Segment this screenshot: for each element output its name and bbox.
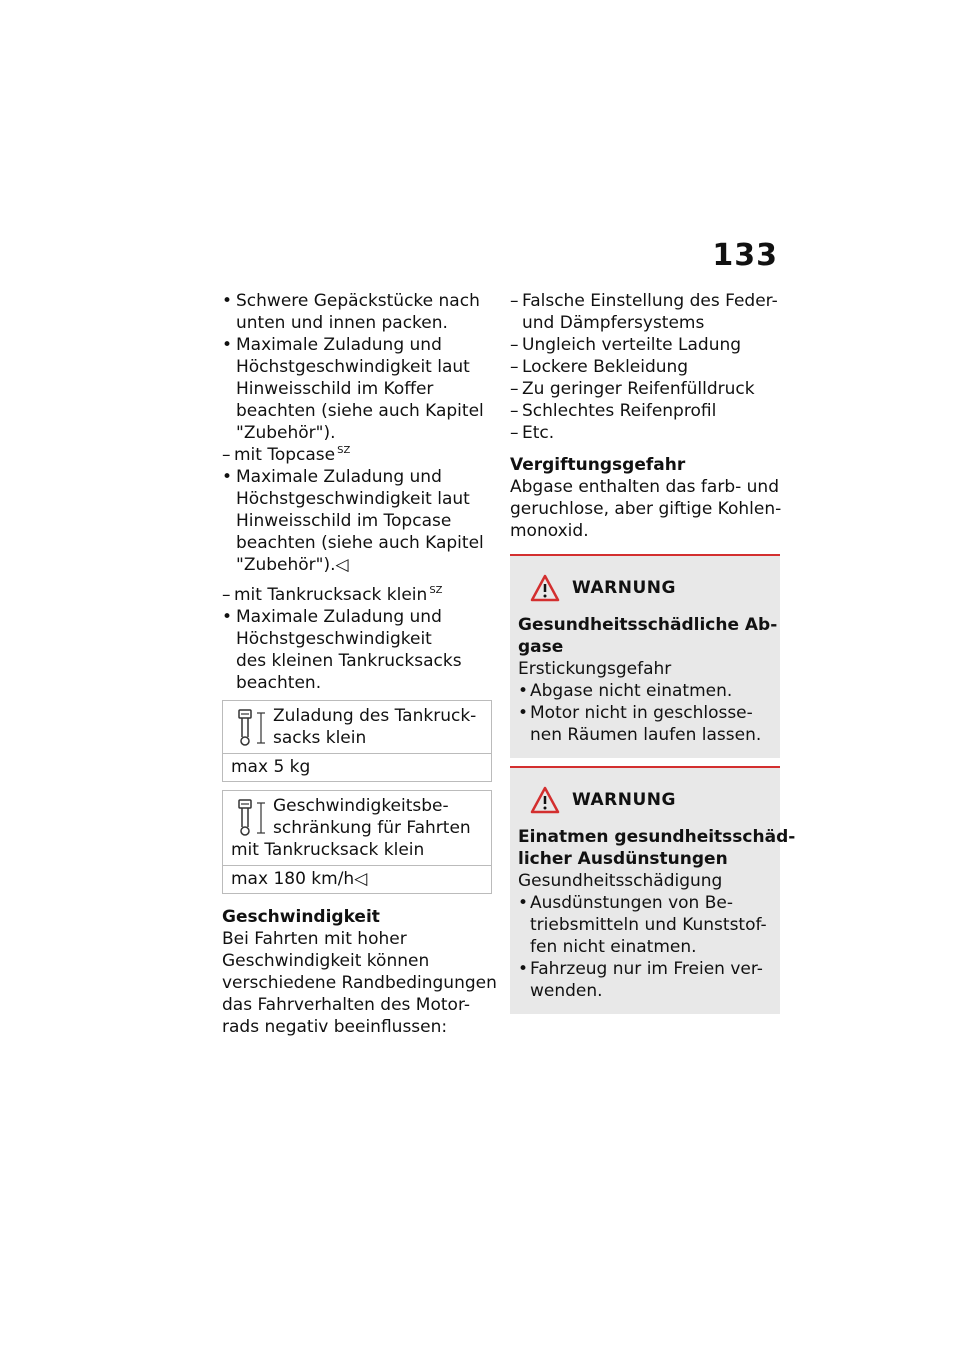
text-line: Abgase enthalten das farb- und (510, 477, 779, 497)
dash-marker: – (222, 585, 231, 605)
text-line: unten und innen packen. (236, 313, 448, 333)
text-line: beachten (siehe auch Kapitel (236, 401, 484, 421)
text-line: beachten. (236, 673, 322, 693)
spec-table-load (222, 700, 492, 782)
warning-subtitle: Gesundheitsschädigung (518, 871, 723, 891)
text-line: geruchlose, aber giftige Kohlen- (510, 499, 782, 519)
warning-subtitle: Erstickungsgefahr (518, 659, 672, 679)
warning-title: Gesundheitsschädliche Ab- (518, 615, 778, 635)
spec-table-speed (222, 790, 492, 894)
option-superscript: SZ (337, 445, 351, 457)
spec-value: max 180 km/h◁ (222, 865, 492, 894)
text-line: des kleinen Tankrucksacks (236, 651, 462, 671)
dash-marker: – (222, 445, 231, 465)
dash-item (510, 356, 780, 378)
bullet-marker: • (518, 893, 529, 913)
text-line: nen Räumen laufen lassen. (530, 725, 762, 745)
dash-marker: – (510, 401, 519, 421)
list-item (518, 958, 770, 1002)
warning-box (510, 554, 780, 758)
text-line: verschiedene Randbedingungen (222, 973, 497, 993)
text-line: Abgase nicht einatmen. (530, 681, 733, 701)
text-line: Ungleich verteilte Ladung (522, 335, 742, 355)
weight-icon (235, 709, 267, 749)
text-line: das Fahrverhalten des Motor- (222, 995, 470, 1015)
warning-label: WARNUNG (572, 578, 676, 598)
text-line: Maximale Zuladung und (236, 335, 442, 355)
text-line: und Dämpfersystems (522, 313, 705, 333)
section-heading: Geschwindigkeit (222, 907, 380, 927)
section-heading: Vergiftungsgefahr (510, 455, 686, 475)
dash-item (510, 378, 780, 400)
text-line: Etc. (522, 423, 555, 443)
text-line: mit Tankrucksack klein (234, 585, 428, 605)
list-item (518, 892, 770, 958)
text-line: Lockere Bekleidung (522, 357, 689, 377)
dash-marker: – (510, 357, 519, 377)
dash-marker: – (510, 291, 519, 311)
text-line: Bei Fahrten mit hoher (222, 929, 407, 949)
text-line: Höchstgeschwindigkeit laut (236, 489, 470, 509)
text-line: Fahrzeug nur im Freien ver- (530, 959, 763, 979)
text-line: beachten (siehe auch Kapitel (236, 533, 484, 553)
warning-box (510, 766, 796, 1014)
spec-label: schränkung für Fahrten (273, 818, 471, 838)
list-item (518, 702, 770, 746)
list-item (222, 606, 492, 694)
dash-item (222, 444, 492, 466)
bullet-marker: • (518, 681, 529, 701)
bullet-marker: • (222, 607, 233, 627)
text-line: "Zubehör"). (236, 423, 336, 443)
dash-item (510, 290, 780, 334)
list-item (222, 466, 492, 576)
dash-marker: – (510, 335, 519, 355)
spec-label: mit Tankrucksack klein (231, 840, 425, 860)
option-superscript: SZ (429, 585, 443, 597)
text-line: Hinweisschild im Topcase (236, 511, 452, 531)
list-item (222, 290, 492, 334)
dash-marker: – (510, 423, 519, 443)
warning-title: Einatmen gesundheitsschäd- (518, 827, 796, 847)
text-line: wenden. (530, 981, 603, 1001)
text-line: mit Topcase (234, 445, 336, 465)
text-line: rads negativ beeinflussen: (222, 1017, 448, 1037)
text-line: Geschwindigkeit können (222, 951, 430, 971)
text-line: Zu geringer Reifenfülldruck (522, 379, 755, 399)
dash-item (510, 400, 780, 422)
weight-icon (235, 799, 267, 839)
text-line: Maximale Zuladung und (236, 467, 442, 487)
spec-value: max 5 kg (222, 753, 492, 782)
text-line: Höchstgeschwindigkeit (236, 629, 432, 649)
text-line: Maximale Zuladung und (236, 607, 442, 627)
spec-label: sacks klein (273, 728, 367, 748)
dash-item (222, 584, 492, 606)
warning-label: WARNUNG (572, 790, 676, 810)
spec-label: Geschwindigkeitsbe- (273, 796, 449, 816)
spec-header (222, 700, 492, 753)
bullet-marker: • (518, 959, 529, 979)
warning-title: gase (518, 637, 564, 657)
text-line: monoxid. (510, 521, 589, 541)
warning-triangle-icon (530, 786, 560, 814)
list-item (222, 334, 492, 444)
dash-item (510, 334, 780, 356)
spec-header (222, 790, 492, 865)
bullet-marker: • (518, 703, 529, 723)
page-number: 133 (712, 238, 778, 273)
text-line: Schlechtes Reifenprofil (522, 401, 717, 421)
text-line: triebsmitteln und Kunststof- (530, 915, 767, 935)
text-line: Motor nicht in geschlosse- (530, 703, 753, 723)
warning-title: licher Ausdünstungen (518, 849, 728, 869)
text-line: Ausdünstungen von Be- (530, 893, 733, 913)
bullet-marker: • (222, 291, 233, 311)
dash-item (510, 422, 780, 444)
spec-label: Zuladung des Tankruck- (273, 706, 477, 726)
bullet-marker: • (222, 335, 233, 355)
left-column (222, 290, 497, 1038)
dash-marker: – (510, 379, 519, 399)
warning-triangle-icon (530, 574, 560, 602)
text-line: Höchstgeschwindigkeit laut (236, 357, 470, 377)
text-line: fen nicht einatmen. (530, 937, 697, 957)
list-item (518, 680, 770, 702)
bullet-marker: • (222, 467, 233, 487)
text-line: Hinweisschild im Koffer (236, 379, 434, 399)
text-line: "Zubehör").◁ (236, 555, 349, 575)
text-line: Schwere Gepäckstücke nach (236, 291, 480, 311)
text-line: Falsche Einstellung des Feder- (522, 291, 778, 311)
right-column (510, 290, 796, 1014)
